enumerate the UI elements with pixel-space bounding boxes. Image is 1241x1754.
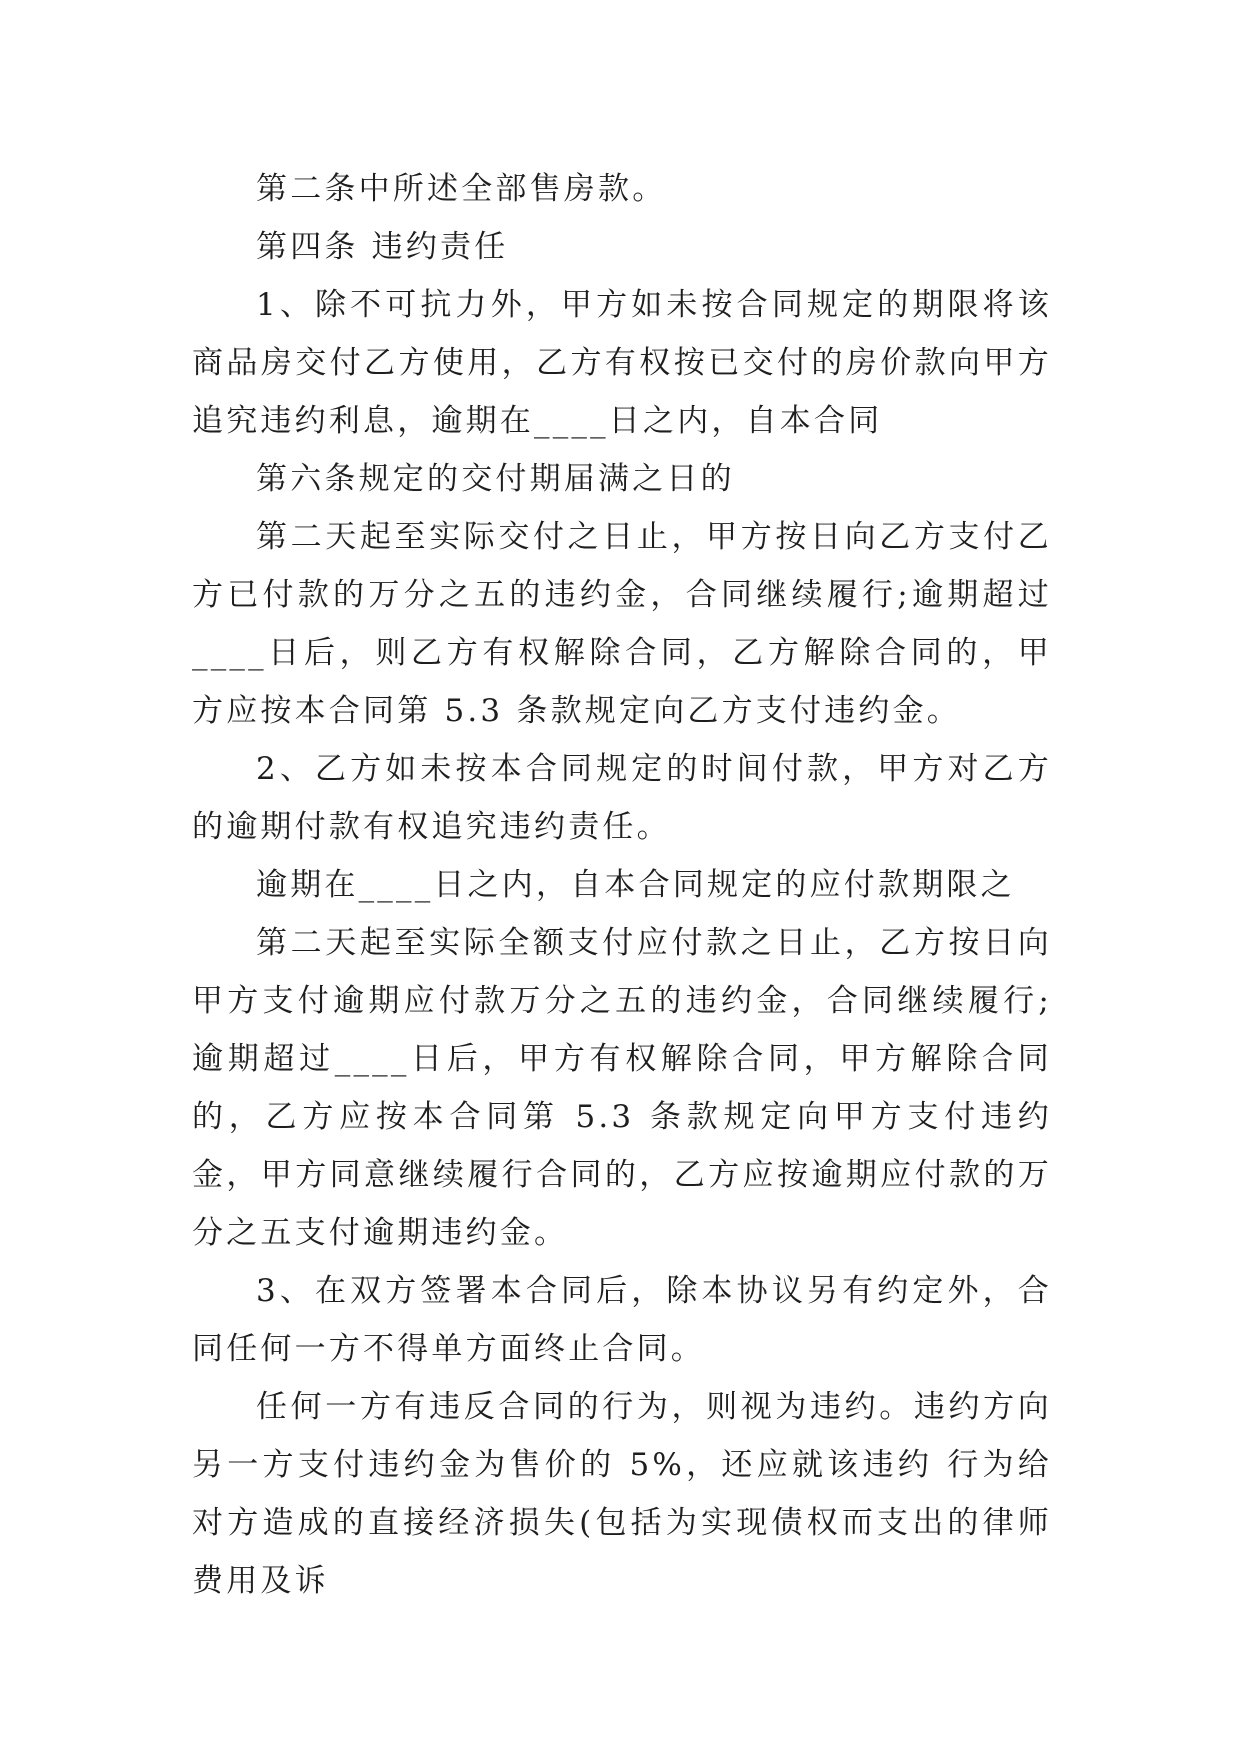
- paragraph-7: 逾期在____日之内，自本合同规定的应付款期限之: [256, 867, 1015, 903]
- paragraph-1: 第二条中所述全部售房款。: [256, 171, 667, 207]
- document-body: [192, 160, 1052, 1610]
- article-4-heading: 第四条 违约责任: [256, 229, 509, 265]
- paragraph-8: 第二天起至实际全额支付应付款之日止，乙方按日向甲方支付逾期应付款万分之五的违约金，合同继续履行;逾期超过____日后，甲方有权解除合同，甲方解除合同的，乙方应按本合同第 5.3 条款规定向甲方支付违约金，甲方同意继续履行合同的，乙方应按逾期应付款的万分之五支付逾期违约金。: [192, 925, 1052, 1251]
- paragraph-10: 任何一方有违反合同的行为，则视为违约。违约方向另一方支付违约金为售价的 5%，还应就该违约 行为给对方造成的直接经济损失(包括为实现债权而支出的律师费用及诉: [192, 1389, 1052, 1599]
- paragraph-6: 2、乙方如未按本合同规定的时间付款，甲方对乙方的逾期付款有权追究违约责任。: [192, 751, 1052, 845]
- paragraph-5: 第二天起至实际交付之日止，甲方按日向乙方支付乙方已付款的万分之五的违约金，合同继续履行;逾期超过____日后，则乙方有权解除合同，乙方解除合同的，甲方应按本合同第 5.3 条款规定向乙方支付违约金。: [192, 519, 1052, 729]
- paragraph-4: 第六条规定的交付期届满之日的: [256, 461, 735, 497]
- paragraph-9: 3、在双方签署本合同后，除本协议另有约定外，合同任何一方不得单方面终止合同。: [192, 1273, 1052, 1367]
- paragraph-3: 1、除不可抗力外，甲方如未按合同规定的期限将该商品房交付乙方使用，乙方有权按已交付的房价款向甲方追究违约利息，逾期在____日之内，自本合同: [192, 287, 1052, 439]
